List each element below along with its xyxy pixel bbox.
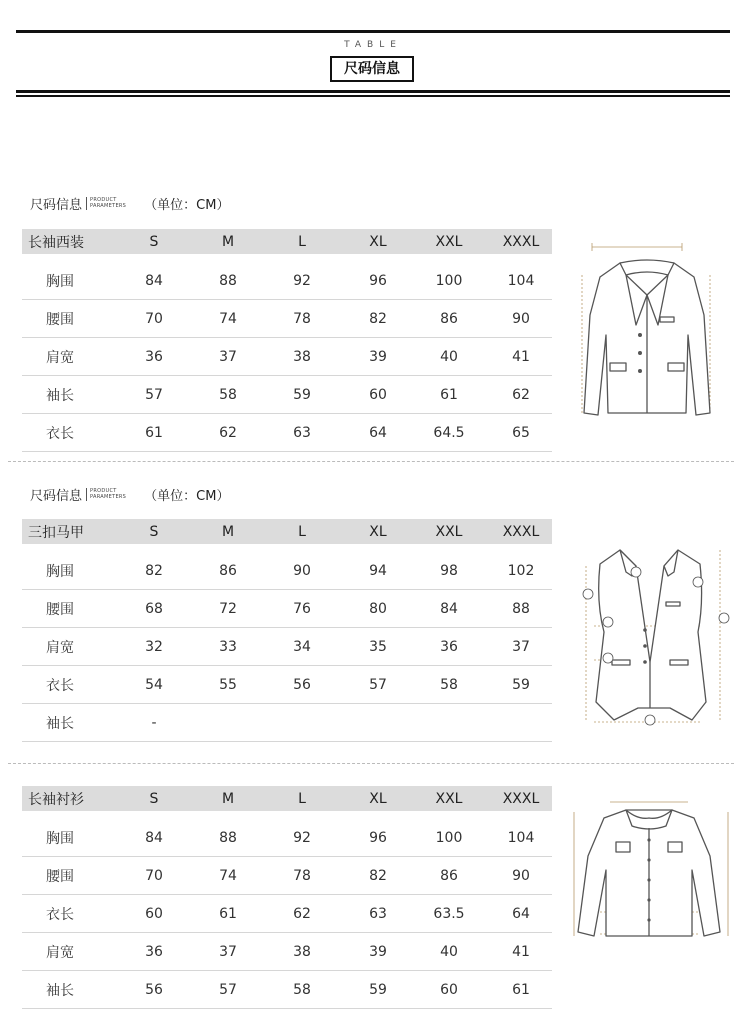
measurement-value: 104	[507, 829, 535, 846]
table-row	[22, 895, 552, 933]
measurement-value	[347, 704, 409, 741]
section-title-cn: 尺码信息	[30, 488, 83, 504]
table-row	[22, 376, 552, 414]
measurement-value: 88	[219, 272, 237, 289]
measurement-label: 胸围	[46, 830, 74, 847]
measurement-value	[271, 704, 333, 741]
header-bottom-rule-thin	[16, 95, 730, 97]
measurement-label: 袖长	[46, 715, 74, 732]
measurement-value: 32	[145, 638, 163, 655]
size-header: L	[298, 523, 306, 540]
measurement-value: 80	[369, 600, 387, 617]
header-title-en: TABLE	[344, 40, 402, 50]
table-row	[22, 666, 552, 704]
measurement-label: 袖长	[46, 982, 74, 999]
vest-diagram-icon	[570, 542, 740, 732]
measurement-value: 57	[145, 386, 163, 403]
measurement-value: 86	[440, 867, 458, 884]
header-title-box	[330, 56, 414, 82]
product-name: 长袖西装	[28, 234, 84, 251]
measurement-value: 62	[512, 386, 530, 403]
table-row	[22, 857, 552, 895]
table-header-row	[22, 786, 552, 811]
table-row	[22, 704, 552, 742]
measurement-value: 41	[512, 943, 530, 960]
measurement-value: 40	[440, 348, 458, 365]
measurement-value: 57	[219, 981, 237, 998]
section-title	[30, 195, 229, 211]
measurement-value: 60	[440, 981, 458, 998]
measurement-value: 92	[293, 272, 311, 289]
header-top-rule	[16, 30, 730, 33]
section-unit: （单位：CM）	[144, 197, 230, 213]
size-table	[22, 229, 552, 452]
measurement-value: 36	[145, 943, 163, 960]
measurement-value: 61	[512, 981, 530, 998]
measurement-value: 88	[512, 600, 530, 617]
measurement-value: 60	[369, 386, 387, 403]
measurement-value: 34	[293, 638, 311, 655]
product-name: 长袖衬衫	[28, 791, 84, 808]
measurement-value: 84	[145, 272, 163, 289]
measurement-value: 38	[293, 943, 311, 960]
measurement-value: 86	[219, 562, 237, 579]
measurement-label: 衣长	[46, 425, 74, 442]
measurement-value: 62	[219, 424, 237, 441]
measurement-value: 70	[145, 867, 163, 884]
size-header: XXXL	[502, 523, 540, 540]
table-row	[22, 590, 552, 628]
table-row	[22, 933, 552, 971]
measurement-value: 70	[145, 310, 163, 327]
measurement-value: 94	[369, 562, 387, 579]
measurement-value: 78	[293, 867, 311, 884]
header-title-cn: 尺码信息	[344, 61, 400, 77]
measurement-value: 65	[512, 424, 530, 441]
measurement-value: 100	[435, 829, 463, 846]
section-divider	[8, 461, 734, 462]
size-header: XXXL	[502, 233, 540, 250]
measurement-label: 胸围	[46, 563, 74, 580]
size-header: XL	[369, 233, 387, 250]
measurement-value: 63	[293, 424, 311, 441]
table-row	[22, 300, 552, 338]
measurement-value: 90	[512, 310, 530, 327]
table-header-row	[22, 229, 552, 254]
section-title-divider	[86, 488, 87, 501]
measurement-value: 82	[369, 310, 387, 327]
section-title-cn: 尺码信息	[30, 197, 83, 213]
size-header: M	[221, 523, 235, 540]
measurement-value: 58	[440, 676, 458, 693]
section-title-divider	[86, 197, 87, 210]
measurement-value: 37	[219, 943, 237, 960]
measurement-value: 96	[369, 272, 387, 289]
measurement-value: 63	[369, 905, 387, 922]
measurement-value: 68	[145, 600, 163, 617]
measurement-value: 37	[219, 348, 237, 365]
size-header: M	[221, 790, 235, 807]
size-header: S	[149, 523, 159, 540]
size-header: M	[221, 233, 235, 250]
size-table	[22, 519, 552, 742]
measurement-value: 63.5	[433, 905, 465, 922]
measurement-value: 102	[507, 562, 535, 579]
table-row	[22, 971, 552, 1009]
measurement-value: 36	[440, 638, 458, 655]
measurement-value: 60	[145, 905, 163, 922]
measurement-value: 35	[369, 638, 387, 655]
size-header: XXL	[435, 790, 463, 807]
measurement-value: 90	[512, 867, 530, 884]
measurement-value: 82	[145, 562, 163, 579]
measurement-value: 59	[369, 981, 387, 998]
section-title	[30, 486, 229, 502]
measurement-value: 64.5	[433, 424, 465, 441]
size-header: L	[298, 233, 306, 250]
measurement-value: 57	[369, 676, 387, 693]
measurement-value: 84	[440, 600, 458, 617]
size-table	[22, 786, 552, 1009]
measurement-value: 72	[219, 600, 237, 617]
shirt-diagram-icon	[560, 796, 740, 946]
measurement-value: 90	[293, 562, 311, 579]
measurement-value: 78	[293, 310, 311, 327]
measurement-value	[418, 704, 480, 741]
measurement-value: 86	[440, 310, 458, 327]
section-unit: （单位：CM）	[144, 488, 230, 504]
measurement-value: 61	[145, 424, 163, 441]
measurement-value: 39	[369, 348, 387, 365]
table-row	[22, 414, 552, 452]
measurement-value: 74	[219, 867, 237, 884]
table-header-row	[22, 519, 552, 544]
measurement-value: 55	[219, 676, 237, 693]
measurement-value: 62	[293, 905, 311, 922]
measurement-value: 100	[435, 272, 463, 289]
measurement-value: 58	[219, 386, 237, 403]
section-title-en: PRODUCT PARAMETERS	[90, 197, 127, 209]
measurement-label: 腰围	[46, 601, 74, 618]
measurement-label: 腰围	[46, 311, 74, 328]
size-header: S	[149, 790, 159, 807]
measurement-label: 袖长	[46, 387, 74, 404]
size-header: XXXL	[502, 790, 540, 807]
table-row	[22, 262, 552, 300]
measurement-value: 33	[219, 638, 237, 655]
size-header: S	[149, 233, 159, 250]
measurement-value: 40	[440, 943, 458, 960]
measurement-value: 61	[440, 386, 458, 403]
measurement-value: 84	[145, 829, 163, 846]
measurement-label: 衣长	[46, 677, 74, 694]
measurement-value: 92	[293, 829, 311, 846]
measurement-value: 59	[512, 676, 530, 693]
measurement-value: 96	[369, 829, 387, 846]
measurement-value: 98	[440, 562, 458, 579]
size-header: XL	[369, 790, 387, 807]
section-divider	[8, 763, 734, 764]
size-header: XL	[369, 523, 387, 540]
measurement-label: 衣长	[46, 906, 74, 923]
table-row	[22, 338, 552, 376]
measurement-value	[490, 704, 552, 741]
section-title-en: PRODUCT PARAMETERS	[90, 488, 127, 500]
measurement-value: 54	[145, 676, 163, 693]
measurement-value: 59	[293, 386, 311, 403]
measurement-value: 74	[219, 310, 237, 327]
size-header: XXL	[435, 233, 463, 250]
measurement-value: 56	[293, 676, 311, 693]
table-row	[22, 628, 552, 666]
product-name: 三扣马甲	[28, 524, 84, 541]
measurement-value: 39	[369, 943, 387, 960]
measurement-value: 37	[512, 638, 530, 655]
header-bottom-rule	[16, 90, 730, 93]
measurement-value: 41	[512, 348, 530, 365]
measurement-value: 82	[369, 867, 387, 884]
measurement-label: 肩宽	[46, 349, 74, 366]
measurement-label: 肩宽	[46, 944, 74, 961]
measurement-label: 肩宽	[46, 639, 74, 656]
size-header: XXL	[435, 523, 463, 540]
measurement-value: 88	[219, 829, 237, 846]
measurement-value: 58	[293, 981, 311, 998]
measurement-value: 38	[293, 348, 311, 365]
suit-jacket-diagram-icon	[560, 235, 740, 425]
measurement-label: 腰围	[46, 868, 74, 885]
measurement-value	[197, 704, 259, 741]
measurement-value: 64	[369, 424, 387, 441]
measurement-label: 胸围	[46, 273, 74, 290]
table-row	[22, 819, 552, 857]
table-row	[22, 552, 552, 590]
measurement-value: 64	[512, 905, 530, 922]
measurement-value: 36	[145, 348, 163, 365]
measurement-value: -	[151, 714, 157, 731]
measurement-value: 104	[507, 272, 535, 289]
measurement-value: 56	[145, 981, 163, 998]
measurement-value: 76	[293, 600, 311, 617]
measurement-value: 61	[219, 905, 237, 922]
size-header: L	[298, 790, 306, 807]
